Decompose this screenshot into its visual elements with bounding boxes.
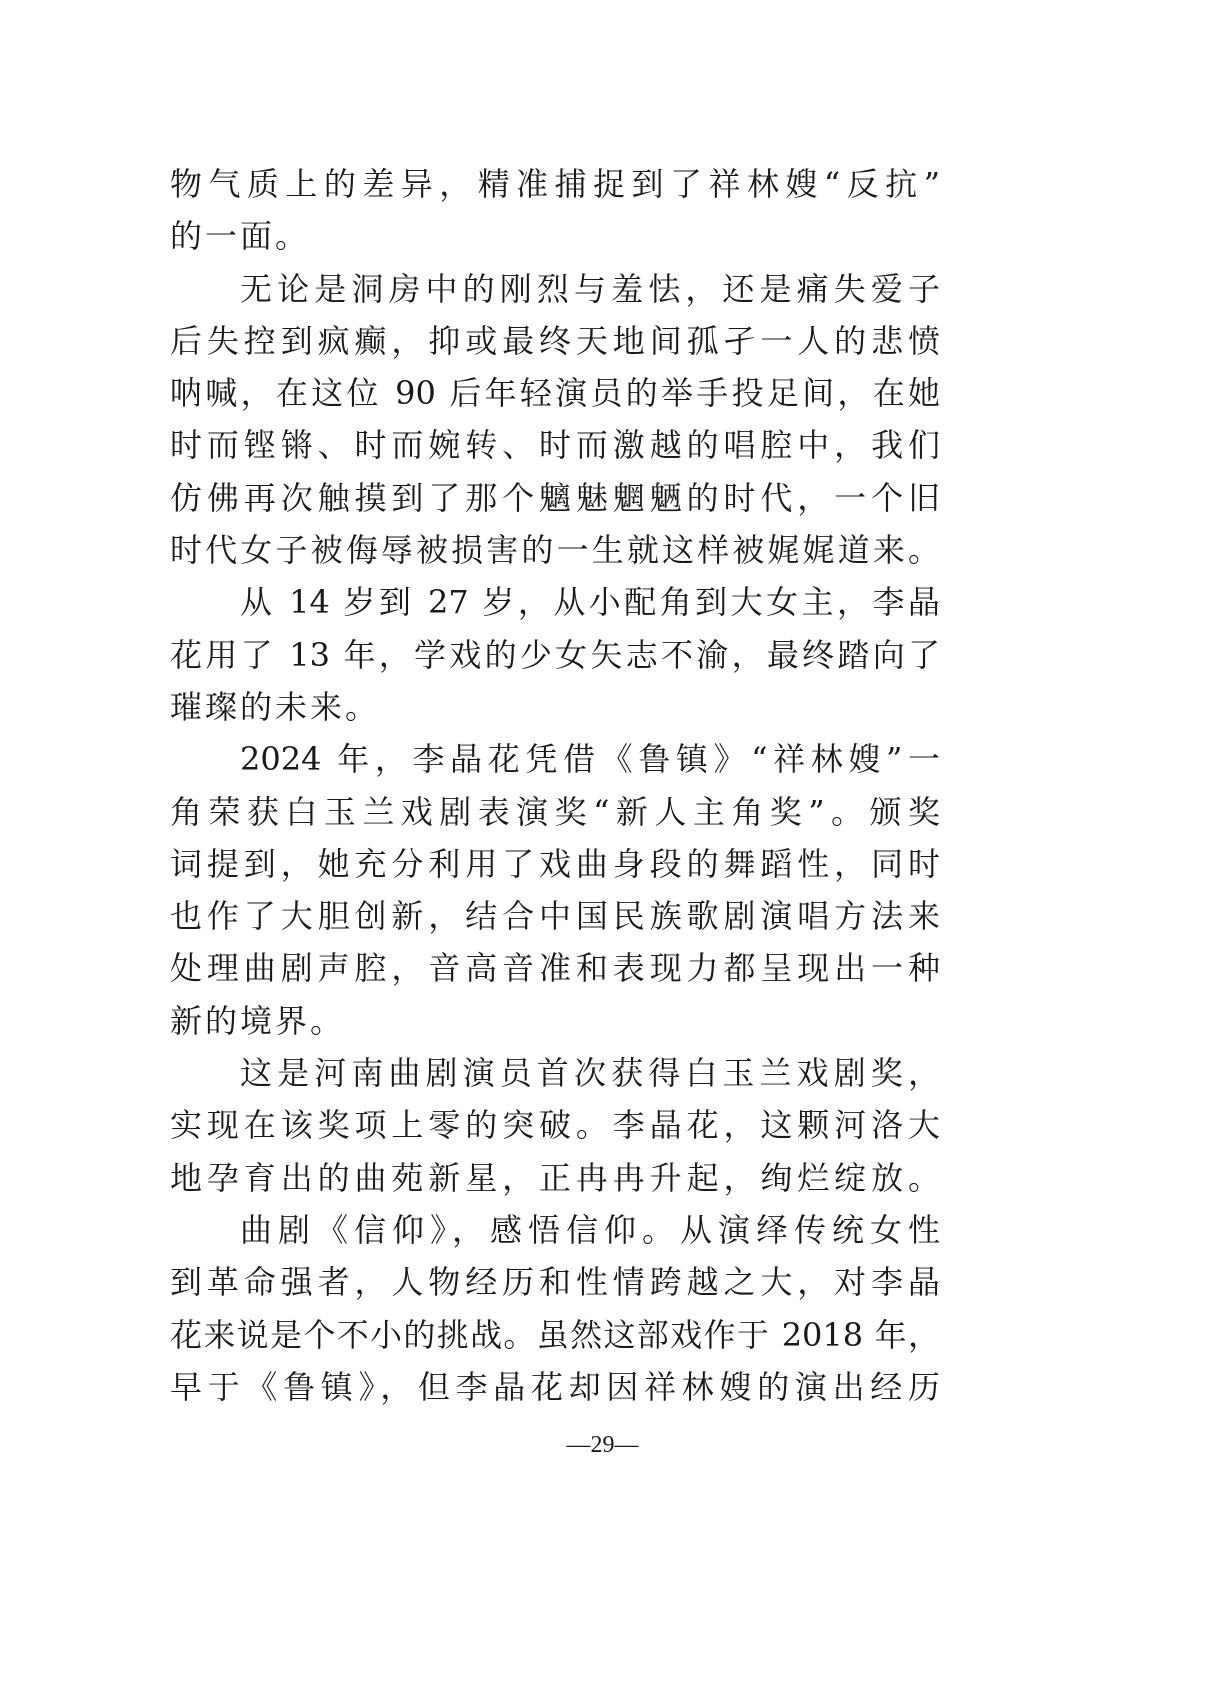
text-line: 仿佛再次触摸到了那个魑魅魍魉的时代，一个旧 xyxy=(170,478,940,517)
text-line: 花用了 13 年，学戏的少女矢志不渝，最终踏向了 xyxy=(170,635,940,674)
text-line: 时代女子被侮辱被损害的一生就这样被娓娓道来。 xyxy=(170,531,940,570)
text-line: 这是河南曲剧演员首次获得白玉兰戏剧奖， xyxy=(240,1054,940,1093)
text-line: 角荣获白玉兰戏剧表演奖“新人主角奖”。颁奖 xyxy=(170,792,940,831)
text-line: 新的境界。 xyxy=(170,1001,346,1040)
text-line: 处理曲剧声腔，音高音准和表现力都呈现出一种 xyxy=(170,949,940,988)
text-line: 到革命强者，人物经历和性情跨越之大，对李晶 xyxy=(170,1263,940,1302)
text-line: 实现在该奖项上零的突破。李晶花，这颗河洛大 xyxy=(170,1106,940,1145)
text-line: 也作了大胆创新，结合中国民族歌剧演唱方法来 xyxy=(170,897,940,936)
text-line: 无论是洞房中的刚烈与羞怯，还是痛失爱子 xyxy=(240,269,940,308)
text-line: 璀璨的未来。 xyxy=(170,687,381,726)
text-line: 早于《鲁镇》，但李晶花却因祥林嫂的演出经历 xyxy=(170,1367,940,1406)
text-line: 地孕育出的曲苑新星，正冉冉升起，绚烂绽放。 xyxy=(170,1158,940,1197)
text-line: 呐喊，在这位 90 后年轻演员的举手投足间，在她 xyxy=(170,374,940,413)
page-number: —29— xyxy=(566,1432,639,1458)
text-line: 曲剧《信仰》，感悟信仰。从演绎传统女性 xyxy=(240,1210,940,1249)
text-line: 物气质上的差异，精准捕捉到了祥林嫂“反抗” xyxy=(170,165,940,203)
text-line: 词提到，她充分利用了戏曲身段的舞蹈性，同时 xyxy=(170,844,940,883)
text-line: 2024 年，李晶花凭借《鲁镇》“祥林嫂”一 xyxy=(240,740,940,779)
text-line: 的一面。 xyxy=(170,217,311,256)
text-line: 后失控到疯癫，抑或最终天地间孤孑一人的悲愤 xyxy=(170,321,940,360)
text-line: 时而铿锵、时而婉转、时而激越的唱腔中，我们 xyxy=(170,426,940,465)
body-text xyxy=(170,158,940,1413)
text-line: 花来说是个不小的挑战。虽然这部戏作于 2018 年， xyxy=(170,1315,940,1354)
text-line: 从 14 岁到 27 岁，从小配角到大女主，李晶 xyxy=(240,583,940,622)
